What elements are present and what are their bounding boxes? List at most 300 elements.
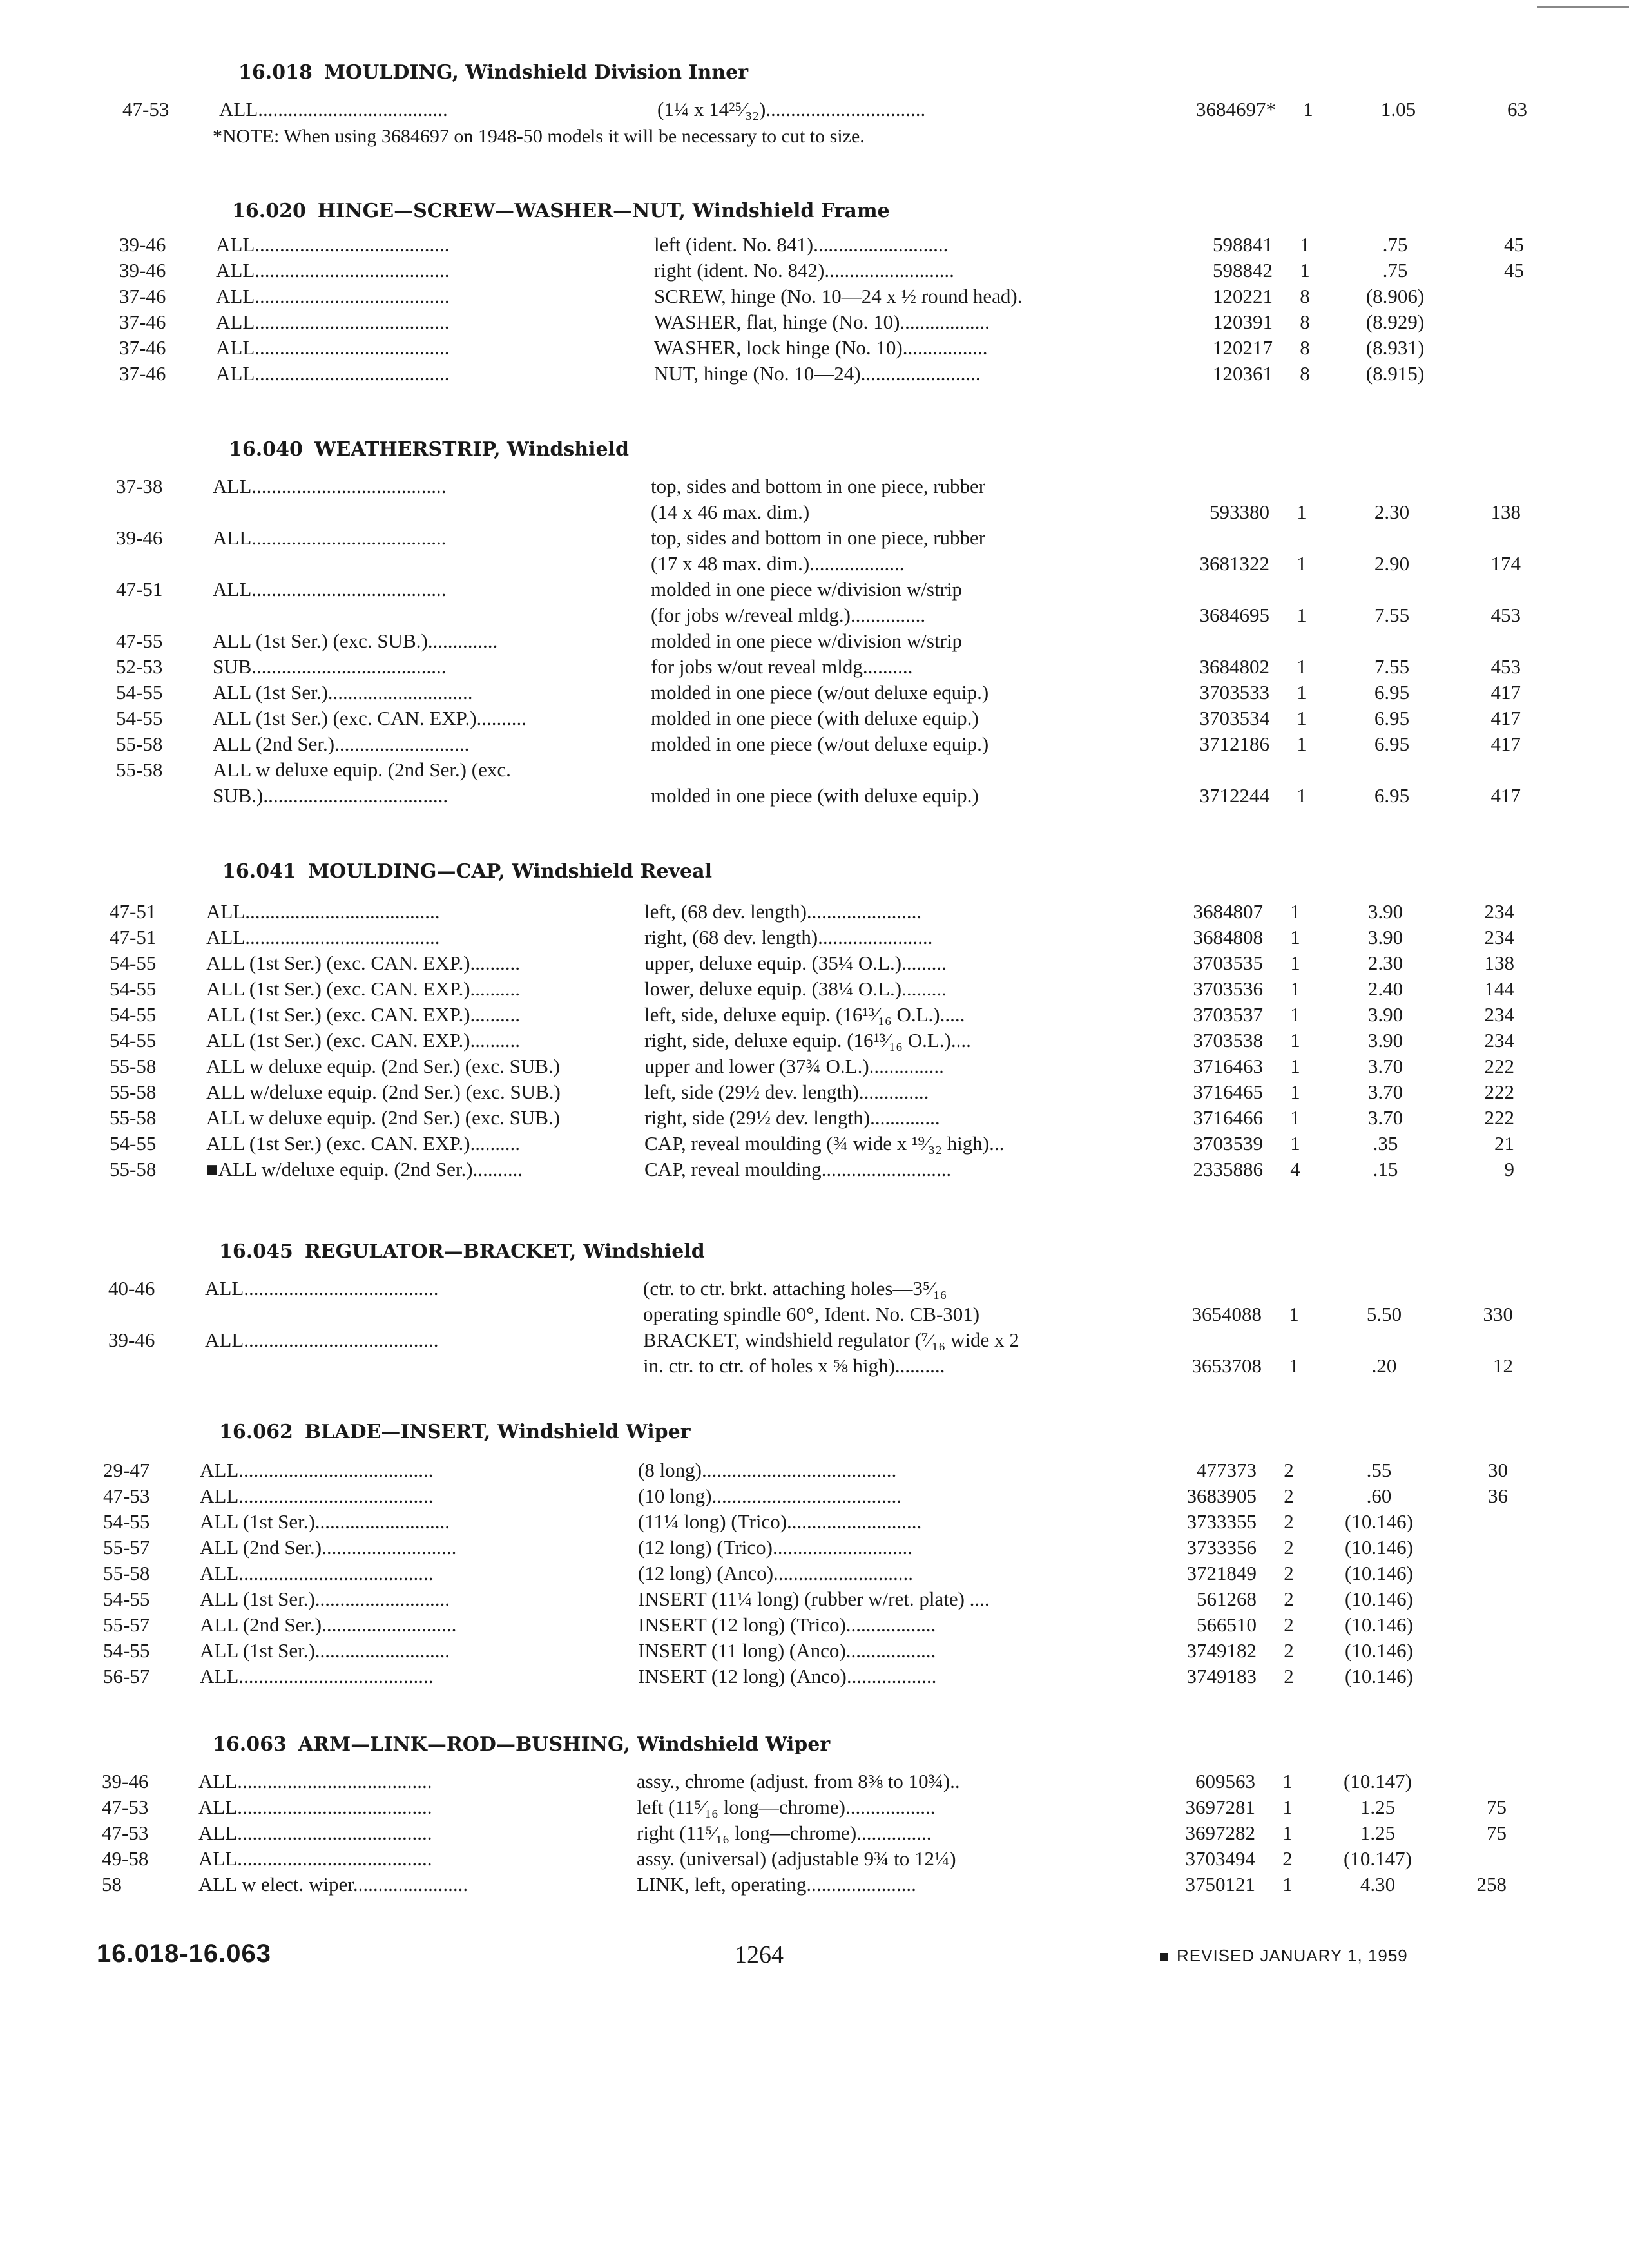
table-row bbox=[103, 1638, 1476, 1664]
section-title bbox=[238, 61, 748, 84]
model-years: 55-58 bbox=[110, 1055, 157, 1077]
part-description: right, side, deluxe equip. (16¹³⁄₁₆ O.L.).... bbox=[644, 1029, 971, 1052]
price-code: 453 bbox=[1490, 604, 1521, 626]
table-row bbox=[102, 1820, 1507, 1846]
model-applicability: ALL (2nd Ser.)........................... bbox=[200, 1613, 457, 1636]
part-number: 3703538 bbox=[1193, 1029, 1263, 1052]
model-applicability: ALL (1st Ser.) (exc. CAN. EXP.).......... bbox=[206, 1003, 521, 1026]
list-price: (8.931) bbox=[1365, 336, 1425, 359]
part-description: lower, deluxe equip. (38¼ O.L.)......... bbox=[644, 977, 947, 1000]
model-years: 40-46 bbox=[108, 1277, 155, 1300]
model-years: 55-58 bbox=[110, 1158, 157, 1180]
revision-text: REVISED JANUARY 1, 1959 bbox=[1177, 1946, 1408, 1965]
list-price: 4.30 bbox=[1360, 1873, 1396, 1896]
quantity: 1 bbox=[1282, 1770, 1293, 1792]
table-row bbox=[102, 1769, 1474, 1794]
part-description: left (ident. No. 841)........................... bbox=[654, 233, 949, 256]
model-applicability: ALL....................................... bbox=[216, 285, 450, 307]
table-row bbox=[108, 1302, 1513, 1327]
quantity: 4 bbox=[1290, 1158, 1300, 1180]
part-description: right (ident. No. 842).......................... bbox=[654, 259, 954, 282]
table-row bbox=[108, 1353, 1513, 1379]
price-code: 417 bbox=[1490, 681, 1521, 704]
part-description: BRACKET, windshield regulator (⁷⁄₁₆ wide x 2 bbox=[643, 1329, 1019, 1351]
part-description: NUT, hinge (No. 10—24)........................ bbox=[654, 362, 981, 385]
list-price: (8.915) bbox=[1365, 362, 1425, 385]
part-number: 3749182 bbox=[1186, 1639, 1257, 1662]
part-description: upper and lower (37¾ O.L.)............... bbox=[644, 1055, 944, 1077]
model-years: 54-55 bbox=[110, 952, 157, 974]
model-applicability: ALL....................................... bbox=[213, 475, 447, 497]
part-description: top, sides and bottom in one piece, rubber bbox=[651, 526, 986, 549]
part-number: 3721849 bbox=[1186, 1562, 1257, 1584]
quantity: 2 bbox=[1282, 1847, 1293, 1870]
list-price: 7.55 bbox=[1374, 604, 1410, 626]
quantity: 1 bbox=[1282, 1796, 1293, 1818]
part-description: left (11⁵⁄₁₆ long—chrome).................. bbox=[637, 1796, 936, 1818]
model-years: 29-47 bbox=[103, 1459, 150, 1481]
section-title bbox=[213, 1733, 830, 1756]
model-applicability: ALL....................................... bbox=[200, 1459, 434, 1481]
price-code: 174 bbox=[1490, 552, 1521, 575]
section-title bbox=[229, 438, 629, 461]
model-years: 54-55 bbox=[110, 1132, 157, 1155]
quantity: 8 bbox=[1300, 311, 1310, 333]
table-row bbox=[116, 706, 1521, 731]
section-number: 16.040 bbox=[229, 438, 303, 461]
quantity: 8 bbox=[1300, 285, 1310, 307]
price-code: 144 bbox=[1484, 977, 1514, 1000]
part-description: (11¼ long) (Trico)........................... bbox=[638, 1510, 922, 1533]
table-row bbox=[116, 783, 1521, 809]
part-description: molded in one piece (w/out deluxe equip.) bbox=[651, 681, 989, 704]
part-number: 3733355 bbox=[1186, 1510, 1257, 1533]
model-years: 54-55 bbox=[103, 1588, 150, 1610]
table-row bbox=[110, 950, 1514, 976]
quantity: 8 bbox=[1300, 362, 1310, 385]
list-price: (8.906) bbox=[1365, 285, 1425, 307]
part-number: 3712186 bbox=[1199, 733, 1269, 755]
list-price: 2.40 bbox=[1367, 977, 1403, 1000]
part-number: 3683905 bbox=[1186, 1485, 1257, 1507]
table-row bbox=[110, 1028, 1514, 1053]
part-description: assy. (universal) (adjustable 9¾ to 12¼) bbox=[637, 1847, 956, 1870]
model-years: 39-46 bbox=[108, 1329, 155, 1351]
table-row bbox=[102, 1794, 1507, 1820]
part-description: molded in one piece (with deluxe equip.) bbox=[651, 784, 979, 807]
section-heading: WEATHERSTRIP, Windshield bbox=[314, 438, 629, 461]
table-row bbox=[119, 309, 1492, 335]
model-applicability: ALL (1st Ser.) (exc. CAN. EXP.).......... bbox=[213, 707, 527, 729]
part-description: right, side (29½ dev. length).............. bbox=[644, 1106, 940, 1129]
table-row bbox=[103, 1457, 1508, 1483]
model-years: 39-46 bbox=[119, 233, 166, 256]
table-row bbox=[116, 577, 1489, 602]
table-row bbox=[119, 284, 1492, 309]
model-applicability: ALL w/deluxe equip. (2nd Ser.) (exc. SUB.) bbox=[206, 1081, 561, 1103]
list-price: 3.90 bbox=[1367, 900, 1403, 923]
model-applicability: ALL....................................... bbox=[216, 311, 450, 333]
list-price: (8.929) bbox=[1365, 311, 1425, 333]
model-applicability: ALL....................................... bbox=[198, 1847, 432, 1870]
table-row bbox=[108, 1327, 1481, 1353]
section-heading: REGULATOR—BRACKET, Windshield bbox=[304, 1240, 705, 1263]
model-applicability: ALL....................................... bbox=[216, 233, 450, 256]
price-code: 417 bbox=[1490, 707, 1521, 729]
part-number: 3684697* bbox=[1196, 98, 1276, 120]
part-description: in. ctr. to ctr. of holes x ⅝ high).......... bbox=[643, 1354, 945, 1377]
part-description: molded in one piece w/division w/strip bbox=[651, 578, 963, 601]
model-years: 37-38 bbox=[116, 475, 163, 497]
section-title bbox=[219, 1240, 705, 1263]
model-years: 39-46 bbox=[116, 526, 163, 549]
part-description: right (11⁵⁄₁₆ long—chrome)............... bbox=[637, 1821, 932, 1844]
price-code: 45 bbox=[1504, 233, 1524, 256]
list-price: (10.146) bbox=[1345, 1588, 1413, 1610]
part-number: 3681322 bbox=[1199, 552, 1269, 575]
list-price: 6.95 bbox=[1374, 707, 1410, 729]
quantity: 2 bbox=[1284, 1562, 1294, 1584]
section-number: 16.018 bbox=[238, 61, 313, 84]
quantity: 2 bbox=[1284, 1639, 1294, 1662]
model-applicability: ALL....................................... bbox=[206, 900, 440, 923]
price-code: 234 bbox=[1484, 926, 1514, 948]
list-price: (10.146) bbox=[1345, 1510, 1413, 1533]
list-price: .60 bbox=[1366, 1485, 1392, 1507]
price-code: 45 bbox=[1504, 259, 1524, 282]
part-description: (10 long)...................................... bbox=[638, 1485, 902, 1507]
section-number: 16.020 bbox=[232, 200, 306, 222]
quantity: 1 bbox=[1290, 1081, 1300, 1103]
section-number: 16.041 bbox=[222, 860, 296, 883]
model-years: 47-53 bbox=[122, 98, 169, 120]
table-row bbox=[122, 97, 1527, 122]
quantity: 1 bbox=[1290, 1003, 1300, 1026]
price-code: 12 bbox=[1493, 1354, 1513, 1377]
model-applicability: ALL (1st Ser.) (exc. CAN. EXP.).......... bbox=[206, 952, 521, 974]
price-code: 30 bbox=[1488, 1459, 1508, 1481]
table-row bbox=[110, 1131, 1514, 1157]
list-price: .35 bbox=[1373, 1132, 1398, 1155]
list-price: (10.146) bbox=[1345, 1536, 1413, 1559]
part-description: assy., chrome (adjust. from 8⅜ to 10¾).. bbox=[637, 1770, 960, 1792]
price-code: 222 bbox=[1484, 1081, 1514, 1103]
quantity: 1 bbox=[1296, 655, 1307, 678]
page-number: 1264 bbox=[735, 1941, 784, 1968]
table-row bbox=[116, 499, 1521, 525]
part-description: INSERT (11¼ long) (rubber w/ret. plate) .... bbox=[638, 1588, 990, 1610]
part-description: left, side, deluxe equip. (16¹³⁄₁₆ O.L.)..... bbox=[644, 1003, 965, 1026]
part-number: 3654088 bbox=[1191, 1303, 1262, 1325]
price-code: 234 bbox=[1484, 900, 1514, 923]
list-price: 3.90 bbox=[1367, 1029, 1403, 1052]
model-years: 55-57 bbox=[103, 1536, 150, 1559]
table-row bbox=[102, 1846, 1474, 1872]
part-description: for jobs w/out reveal mldg.......... bbox=[651, 655, 913, 678]
part-description: (for jobs w/reveal mldg.)............... bbox=[651, 604, 926, 626]
table-row bbox=[103, 1535, 1476, 1561]
model-applicability: ALL (1st Ser.)........................... bbox=[200, 1588, 450, 1610]
section-title bbox=[222, 860, 712, 883]
section-note: *NOTE: When using 3684697 on 1948-50 models it will be necessary to cut to size. bbox=[213, 126, 865, 147]
model-years: 54-55 bbox=[110, 977, 157, 1000]
part-number: 120361 bbox=[1213, 362, 1273, 385]
quantity: 2 bbox=[1284, 1613, 1294, 1636]
part-number: 477373 bbox=[1197, 1459, 1257, 1481]
model-years: 54-55 bbox=[103, 1639, 150, 1662]
revision-marker-icon bbox=[1160, 1953, 1168, 1961]
part-number: 3750121 bbox=[1185, 1873, 1255, 1896]
section-number: 16.062 bbox=[219, 1421, 293, 1443]
list-price: 6.95 bbox=[1374, 681, 1410, 704]
quantity: 1 bbox=[1296, 604, 1307, 626]
quantity: 1 bbox=[1296, 784, 1307, 807]
quantity: 1 bbox=[1290, 952, 1300, 974]
model-applicability: ALL (1st Ser.)........................... bbox=[200, 1639, 450, 1662]
quantity: 2 bbox=[1284, 1536, 1294, 1559]
model-applicability: ALL (2nd Ser.)........................... bbox=[200, 1536, 457, 1559]
list-price: 3.70 bbox=[1367, 1055, 1403, 1077]
model-applicability: ALL (1st Ser.) (exc. SUB.).............. bbox=[213, 629, 498, 652]
list-price: 3.90 bbox=[1367, 926, 1403, 948]
quantity: 1 bbox=[1290, 1106, 1300, 1129]
model-applicability: ALL w deluxe equip. (2nd Ser.) (exc. SUB.) bbox=[206, 1055, 560, 1077]
section-heading: MOULDING—CAP, Windshield Reveal bbox=[307, 860, 712, 883]
part-description: CAP, reveal moulding.......................... bbox=[644, 1158, 952, 1180]
model-applicability: ALL....................................... bbox=[206, 926, 440, 948]
part-description: CAP, reveal moulding (¾ wide x ¹⁹⁄₃₂ high)... bbox=[644, 1132, 1005, 1155]
quantity: 8 bbox=[1300, 336, 1310, 359]
table-row bbox=[103, 1483, 1508, 1509]
model-years: 39-46 bbox=[119, 259, 166, 282]
list-price: .75 bbox=[1382, 259, 1408, 282]
model-years: 49-58 bbox=[102, 1847, 149, 1870]
quantity: 1 bbox=[1296, 707, 1307, 729]
part-description: operating spindle 60°, Ident. No. CB-301) bbox=[643, 1303, 980, 1325]
model-years: 56-57 bbox=[103, 1665, 150, 1687]
table-row bbox=[103, 1586, 1476, 1612]
part-description: WASHER, flat, hinge (No. 10).................. bbox=[654, 311, 990, 333]
list-price: 1.25 bbox=[1360, 1821, 1396, 1844]
part-number: 566510 bbox=[1197, 1613, 1257, 1636]
quantity: 2 bbox=[1284, 1485, 1294, 1507]
part-description: left, (68 dev. length)....................... bbox=[644, 900, 922, 923]
list-price: 2.30 bbox=[1374, 501, 1410, 523]
model-years: 47-53 bbox=[103, 1485, 150, 1507]
model-years: 54-55 bbox=[116, 681, 163, 704]
list-price: (10.146) bbox=[1345, 1639, 1413, 1662]
part-description: SCREW, hinge (No. 10—24 x ½ round head). bbox=[654, 285, 1023, 307]
list-price: (10.146) bbox=[1345, 1613, 1413, 1636]
quantity: 1 bbox=[1290, 1029, 1300, 1052]
table-row bbox=[110, 1157, 1514, 1182]
model-applicability: ALL w deluxe equip. (2nd Ser.) (exc. bbox=[213, 758, 511, 781]
table-row bbox=[116, 474, 1489, 499]
part-description: molded in one piece (w/out deluxe equip.) bbox=[651, 733, 989, 755]
part-description: (8 long)....................................... bbox=[638, 1459, 897, 1481]
part-number: 3703534 bbox=[1199, 707, 1269, 729]
part-number: 598842 bbox=[1213, 259, 1273, 282]
list-price: (10.146) bbox=[1345, 1562, 1413, 1584]
model-applicability: ALL (1st Ser.) (exc. CAN. EXP.).......... bbox=[206, 977, 521, 1000]
quantity: 2 bbox=[1284, 1510, 1294, 1533]
model-applicability: ALL....................................... bbox=[216, 362, 450, 385]
table-row bbox=[116, 602, 1521, 628]
part-number: 120217 bbox=[1213, 336, 1273, 359]
list-price: (10.147) bbox=[1344, 1770, 1412, 1792]
part-number: 3684695 bbox=[1199, 604, 1269, 626]
part-description: left, side (29½ dev. length).............. bbox=[644, 1081, 929, 1103]
price-code: 453 bbox=[1490, 655, 1521, 678]
model-applicability: ALL....................................... bbox=[213, 526, 447, 549]
part-description: INSERT (12 long) (Trico).................. bbox=[638, 1613, 936, 1636]
list-price: (10.147) bbox=[1344, 1847, 1412, 1870]
part-number: 3684808 bbox=[1193, 926, 1263, 948]
model-applicability: ■ALL w/deluxe equip. (2nd Ser.).......... bbox=[206, 1158, 523, 1180]
model-applicability: ALL....................................... bbox=[198, 1796, 432, 1818]
list-price: 1.05 bbox=[1380, 98, 1416, 120]
model-years: 39-46 bbox=[102, 1770, 149, 1792]
quantity: 1 bbox=[1290, 1055, 1300, 1077]
list-price: 2.30 bbox=[1367, 952, 1403, 974]
table-row bbox=[103, 1561, 1476, 1586]
table-row bbox=[116, 654, 1521, 680]
section-title bbox=[219, 1421, 691, 1443]
top-edge-line bbox=[1537, 6, 1629, 8]
section-heading: HINGE—SCREW—WASHER—NUT, Windshield Frame bbox=[317, 200, 890, 222]
part-number: 3716466 bbox=[1193, 1106, 1263, 1129]
model-years: 47-53 bbox=[102, 1821, 149, 1844]
table-row bbox=[110, 1079, 1514, 1105]
quantity: 1 bbox=[1290, 926, 1300, 948]
quantity: 1 bbox=[1296, 681, 1307, 704]
part-description: (12 long) (Anco)............................ bbox=[638, 1562, 914, 1584]
model-applicability: ALL....................................... bbox=[216, 336, 450, 359]
table-row bbox=[102, 1872, 1507, 1898]
price-code: 417 bbox=[1490, 733, 1521, 755]
model-applicability: ALL....................................... bbox=[205, 1329, 439, 1351]
table-row bbox=[103, 1612, 1476, 1638]
part-number: 3703533 bbox=[1199, 681, 1269, 704]
model-applicability: ALL...................................... bbox=[219, 98, 448, 120]
list-price: .15 bbox=[1373, 1158, 1398, 1180]
model-years: 47-55 bbox=[116, 629, 163, 652]
table-row bbox=[116, 731, 1521, 757]
price-code: 9 bbox=[1504, 1158, 1514, 1180]
quantity: 1 bbox=[1300, 259, 1310, 282]
price-code: 63 bbox=[1507, 98, 1527, 120]
table-row bbox=[116, 551, 1521, 577]
part-number: 593380 bbox=[1210, 501, 1269, 523]
part-description: (17 x 48 max. dim.)................... bbox=[651, 552, 905, 575]
list-price: 2.90 bbox=[1374, 552, 1410, 575]
table-row bbox=[119, 335, 1492, 361]
section-title bbox=[232, 200, 890, 222]
price-code: 234 bbox=[1484, 1029, 1514, 1052]
model-applicability: ALL (1st Ser.) (exc. CAN. EXP.).......... bbox=[206, 1132, 521, 1155]
part-description: LINK, left, operating...................... bbox=[637, 1873, 916, 1896]
model-years: 54-55 bbox=[116, 707, 163, 729]
price-code: 138 bbox=[1484, 952, 1514, 974]
model-applicability: ALL (1st Ser.)............................. bbox=[213, 681, 473, 704]
part-description: molded in one piece (with deluxe equip.) bbox=[651, 707, 979, 729]
model-applicability: ALL....................................... bbox=[200, 1485, 434, 1507]
part-number: 2335886 bbox=[1193, 1158, 1263, 1180]
part-number: 3697281 bbox=[1185, 1796, 1255, 1818]
part-number: 3716465 bbox=[1193, 1081, 1263, 1103]
price-code: 75 bbox=[1487, 1821, 1507, 1844]
model-applicability: ALL (2nd Ser.)........................... bbox=[213, 733, 470, 755]
quantity: 1 bbox=[1289, 1303, 1299, 1325]
part-number: 3712244 bbox=[1199, 784, 1269, 807]
table-row bbox=[110, 976, 1514, 1002]
model-years: 54-55 bbox=[110, 1003, 157, 1026]
table-row bbox=[103, 1509, 1476, 1535]
quantity: 1 bbox=[1296, 501, 1307, 523]
quantity: 2 bbox=[1284, 1459, 1294, 1481]
table-row bbox=[116, 628, 1489, 654]
quantity: 1 bbox=[1282, 1821, 1293, 1844]
model-applicability: ALL w elect. wiper....................... bbox=[198, 1873, 468, 1896]
model-applicability: ALL....................................... bbox=[198, 1821, 432, 1844]
part-number: 561268 bbox=[1197, 1588, 1257, 1610]
model-applicability: ALL (1st Ser.) (exc. CAN. EXP.).......... bbox=[206, 1029, 521, 1052]
table-row bbox=[110, 925, 1514, 950]
section-number: 16.045 bbox=[219, 1240, 293, 1263]
model-years: 55-58 bbox=[116, 758, 163, 781]
model-years: 37-46 bbox=[119, 285, 166, 307]
part-number: 609563 bbox=[1195, 1770, 1255, 1792]
quantity: 1 bbox=[1296, 733, 1307, 755]
page-range: 16.018-16.063 bbox=[97, 1939, 272, 1968]
model-years: 37-46 bbox=[119, 311, 166, 333]
list-price: 3.70 bbox=[1367, 1081, 1403, 1103]
quantity: 1 bbox=[1282, 1873, 1293, 1896]
table-row bbox=[119, 258, 1524, 284]
model-years: 55-58 bbox=[116, 733, 163, 755]
quantity: 1 bbox=[1290, 1132, 1300, 1155]
revision-date bbox=[1160, 1946, 1408, 1966]
table-row bbox=[116, 525, 1489, 551]
part-number: 3653708 bbox=[1191, 1354, 1262, 1377]
model-years: 47-51 bbox=[110, 900, 157, 923]
list-price: 5.50 bbox=[1366, 1303, 1402, 1325]
quantity: 2 bbox=[1284, 1665, 1294, 1687]
model-years: 55-58 bbox=[110, 1081, 157, 1103]
part-description: WASHER, lock hinge (No. 10)................. bbox=[654, 336, 988, 359]
list-price: (10.146) bbox=[1345, 1665, 1413, 1687]
list-price: 3.70 bbox=[1367, 1106, 1403, 1129]
model-applicability: ALL....................................... bbox=[213, 578, 447, 601]
model-years: 55-57 bbox=[103, 1613, 150, 1636]
list-price: .75 bbox=[1382, 233, 1408, 256]
price-code: 330 bbox=[1483, 1303, 1513, 1325]
model-applicability: ALL....................................... bbox=[200, 1665, 434, 1687]
section-heading: ARM—LINK—ROD—BUSHING, Windshield Wiper bbox=[298, 1733, 831, 1756]
model-years: 52-53 bbox=[116, 655, 163, 678]
quantity: 1 bbox=[1303, 98, 1313, 120]
price-code: 75 bbox=[1487, 1796, 1507, 1818]
part-description: INSERT (12 long) (Anco).................. bbox=[638, 1665, 937, 1687]
model-years: 47-53 bbox=[102, 1796, 149, 1818]
model-years: 37-46 bbox=[119, 362, 166, 385]
list-price: 6.95 bbox=[1374, 784, 1410, 807]
table-row bbox=[108, 1276, 1481, 1302]
part-number: 3703535 bbox=[1193, 952, 1263, 974]
model-years: 47-51 bbox=[110, 926, 157, 948]
section-heading: MOULDING, Windshield Division Inner bbox=[323, 61, 749, 84]
part-description: (14 x 46 max. dim.) bbox=[651, 501, 810, 523]
